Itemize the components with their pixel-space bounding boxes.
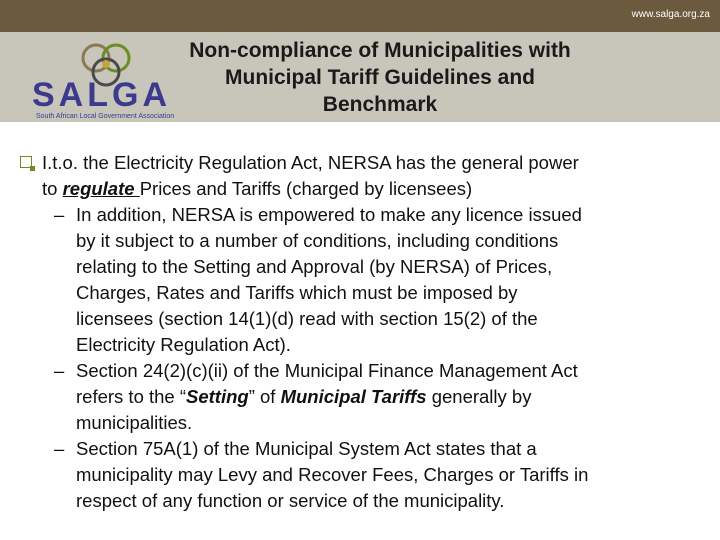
checkbox-bullet-icon <box>20 156 32 168</box>
municipal-tariffs-emphasis: Municipal Tariffs <box>280 386 427 407</box>
sub-text-line: In addition, NERSA is empowered to make any licence issued <box>76 204 582 225</box>
slide-body <box>20 150 710 514</box>
dash-bullet: – <box>54 360 65 381</box>
title-line: Non-compliance of Municipalities with <box>189 39 571 62</box>
regulate-emphasis: regulate <box>62 178 140 199</box>
sub-text-line: municipality may Levy and Recover Fees, Charges or Tariffs in <box>76 464 589 485</box>
logo-subtitle: South African Local Government Association <box>36 113 175 120</box>
slide-title <box>150 37 610 118</box>
sub-text-segment: generally by <box>426 386 532 407</box>
sub-text-line: respect of any function or service of the municipality. <box>76 490 505 511</box>
dash-bullet: – <box>54 204 65 225</box>
logo-wordmark: SALGA <box>32 76 171 114</box>
sub-text-line: Charges, Rates and Tariffs which must be imposed by <box>76 282 518 303</box>
top-bar <box>0 0 720 32</box>
setting-emphasis: Setting <box>186 386 249 407</box>
sub-text-line: Section 24(2)(c)(ii) of the Municipal Finance Management Act <box>76 360 578 381</box>
sub-text-line: by it subject to a number of conditions, including conditions <box>76 230 559 251</box>
title-line: Municipal Tariff Guidelines and <box>225 66 535 89</box>
sub-text-line: Section 75A(1) of the Municipal System Act states that a <box>76 438 537 459</box>
sub-bullet <box>20 436 710 514</box>
website-url: www.salga.org.za <box>631 9 710 20</box>
sub-text-line: licensees (section 14(1)(d) read with section 15(2) of the <box>76 308 538 329</box>
sub-text-line: relating to the Setting and Approval (by NERSA) of Prices, <box>76 256 553 277</box>
sub-text-line: Electricity Regulation Act). <box>76 334 291 355</box>
sub-bullet <box>20 202 710 358</box>
bullet-text-line: I.t.o. the Electricity Regulation Act, NERSA has the general power <box>42 152 579 173</box>
sub-bullet <box>20 358 710 436</box>
main-bullet <box>20 150 710 202</box>
title-line: Benchmark <box>322 93 438 116</box>
bullet-text-line <box>42 176 710 202</box>
bullet-text-segment: to <box>42 178 63 199</box>
sub-text-line <box>76 384 710 410</box>
sub-text-segment: ” of <box>248 386 281 407</box>
sub-text-line: municipalities. <box>76 412 193 433</box>
dash-bullet: – <box>54 438 65 459</box>
sub-text-segment: refers to the “ <box>76 386 187 407</box>
bullet-text-segment: Prices and Tariffs (charged by licensees) <box>139 178 473 199</box>
